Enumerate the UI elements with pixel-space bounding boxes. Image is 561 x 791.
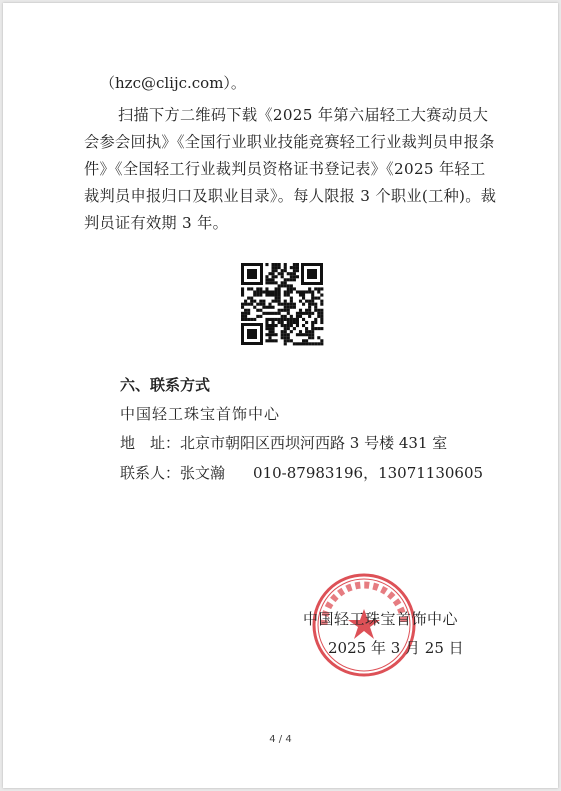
contact-label: 联系人： xyxy=(120,464,181,482)
contact-name: 张文瀚 xyxy=(180,464,226,482)
contact-row xyxy=(120,462,483,483)
qr-code[interactable] xyxy=(239,261,325,347)
contact-phones: 010-87983196，13071130605 xyxy=(253,464,484,482)
signature-organization: 中国轻工珠宝首饰中心 xyxy=(303,610,459,628)
page-number: 4 / 4 xyxy=(269,734,292,745)
contact-organization: 中国轻工珠宝首饰中心 xyxy=(120,405,281,423)
address-row xyxy=(120,432,447,453)
address-label: 地 址： xyxy=(120,434,181,452)
email-line: （hzc@clijc.com）。 xyxy=(100,74,246,92)
download-paragraph: 扫描下方二维码下载《2025 年第六届轻工大赛动员大会参会回执》《全国行业职业技能竞赛轻工行业裁判员申报条件》《全国轻工行业裁判员资格证书登记表》《2025 年轻工裁判员申报归口及职业目录》。每人限报 3 个职业(工种)。裁判员证有效期 3 年。 xyxy=(84,106,497,232)
signature-date: 2025 年 3 月 25 日 xyxy=(328,639,464,657)
document-page xyxy=(3,3,558,788)
address-value: 北京市朝阳区西坝河西路 3 号楼 431 室 xyxy=(180,434,448,452)
section-title: 六、联系方式 xyxy=(120,376,211,394)
